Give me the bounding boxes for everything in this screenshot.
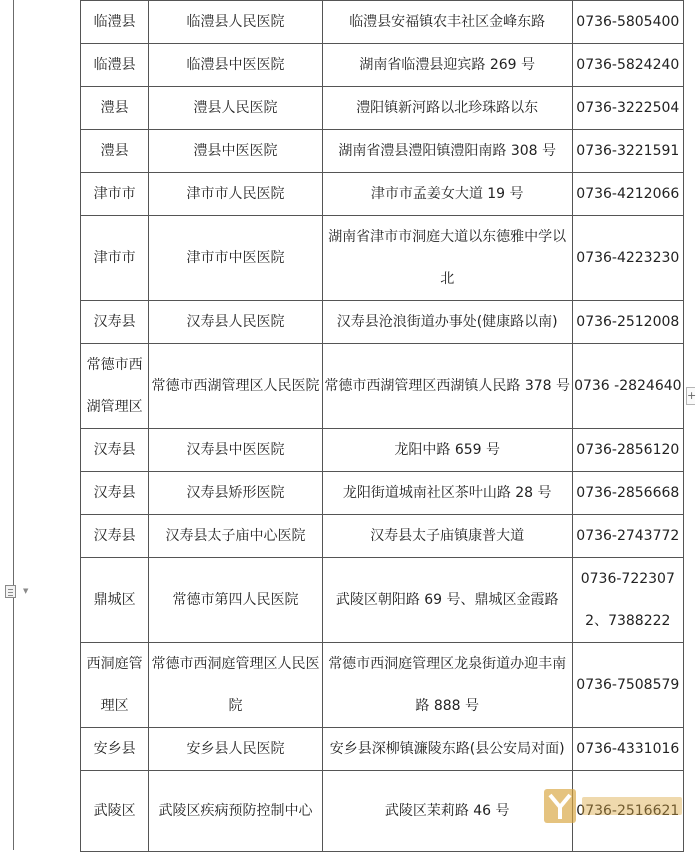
- table-row: [81, 771, 684, 852]
- county-cell: 澧县: [81, 87, 149, 130]
- county-cell: 常德市西湖管理区: [81, 344, 149, 429]
- phone-cell: 0736-4223230: [572, 216, 683, 301]
- table-row: [81, 344, 684, 429]
- address-cell: 龙阳街道城南社区茶叶山路 28 号: [322, 472, 572, 515]
- county-cell: 鼎城区: [81, 558, 149, 643]
- address-cell: 常德市西湖管理区西湖镇人民路 378 号: [322, 344, 572, 429]
- county-cell: 津市市: [81, 173, 149, 216]
- hospital-table-body: [81, 1, 684, 852]
- table-row: [81, 515, 684, 558]
- county-cell: 汉寿县: [81, 429, 149, 472]
- table-row: [81, 1, 684, 44]
- county-cell: 汉寿县: [81, 515, 149, 558]
- address-cell: 汉寿县沧浪街道办事处(健康路以南): [322, 301, 572, 344]
- table-row: [81, 87, 684, 130]
- address-cell: 安乡县深柳镇濂陵东路(县公安局对面): [322, 728, 572, 771]
- hospital-name-cell: 常德市第四人民医院: [149, 558, 323, 643]
- address-cell: 常德市西洞庭管理区龙泉街道办迎丰南路 888 号: [322, 643, 572, 728]
- phone-cell: 0736-3221591: [572, 130, 683, 173]
- hospital-name-cell: 津市市中医医院: [149, 216, 323, 301]
- table-row: [81, 44, 684, 87]
- hospital-name-cell: 临澧县人民医院: [149, 1, 323, 44]
- phone-cell: 0736-2516621: [572, 771, 683, 852]
- county-cell: 武陵区: [81, 771, 149, 852]
- phone-cell: 0736-2512008: [572, 301, 683, 344]
- county-cell: 澧县: [81, 130, 149, 173]
- county-cell: 津市市: [81, 216, 149, 301]
- table-row: [81, 643, 684, 728]
- address-cell: 湖南省澧县澧阳镇澧阳南路 308 号: [322, 130, 572, 173]
- address-cell: 澧阳镇新河路以北珍珠路以东: [322, 87, 572, 130]
- table-row: [81, 429, 684, 472]
- county-cell: 临澧县: [81, 44, 149, 87]
- address-cell: 湖南省津市市洞庭大道以东德雅中学以北: [322, 216, 572, 301]
- phone-cell: 0736-2743772: [572, 515, 683, 558]
- hospital-name-cell: 临澧县中医医院: [149, 44, 323, 87]
- hospital-name-cell: 常德市西湖管理区人民医院: [149, 344, 323, 429]
- phone-cell: 0736-7508579: [572, 643, 683, 728]
- county-cell: 汉寿县: [81, 301, 149, 344]
- page-margin-rule: [13, 0, 14, 850]
- county-cell: 汉寿县: [81, 472, 149, 515]
- address-cell: 武陵区茉莉路 46 号: [322, 771, 572, 852]
- table-row: [81, 301, 684, 344]
- hospital-name-cell: 常德市西洞庭管理区人民医院: [149, 643, 323, 728]
- hospital-table: [80, 0, 684, 852]
- hospital-name-cell: 澧县人民医院: [149, 87, 323, 130]
- add-icon[interactable]: +: [686, 387, 695, 405]
- address-cell: 津市市孟姜女大道 19 号: [322, 173, 572, 216]
- address-cell: 龙阳中路 659 号: [322, 429, 572, 472]
- table-row: [81, 558, 684, 643]
- phone-cell: 0736 -2824640: [572, 344, 683, 429]
- phone-cell: 0736-4331016: [572, 728, 683, 771]
- phone-cell: 0736-5824240: [572, 44, 683, 87]
- address-cell: 湖南省临澧县迎宾路 269 号: [322, 44, 572, 87]
- address-cell: 武陵区朝阳路 69 号、鼎城区金霞路: [322, 558, 572, 643]
- table-row: [81, 728, 684, 771]
- address-cell: 临澧县安福镇农丰社区金峰东路: [322, 1, 572, 44]
- phone-cell: 0736-2856120: [572, 429, 683, 472]
- phone-cell: 0736-4212066: [572, 173, 683, 216]
- phone-cell: 0736-2856668: [572, 472, 683, 515]
- hospital-name-cell: 汉寿县矫形医院: [149, 472, 323, 515]
- table-row: [81, 216, 684, 301]
- county-cell: 安乡县: [81, 728, 149, 771]
- hospital-name-cell: 安乡县人民医院: [149, 728, 323, 771]
- hospital-name-cell: 武陵区疾病预防控制中心: [149, 771, 323, 852]
- phone-cell: 0736-3222504: [572, 87, 683, 130]
- county-cell: 临澧县: [81, 1, 149, 44]
- phone-cell: 0736-5805400: [572, 1, 683, 44]
- table-row: [81, 173, 684, 216]
- hospital-name-cell: 澧县中医医院: [149, 130, 323, 173]
- hospital-name-cell: 汉寿县太子庙中心医院: [149, 515, 323, 558]
- hospital-name-cell: 津市市人民医院: [149, 173, 323, 216]
- dropdown-caret-icon[interactable]: ▼: [23, 587, 29, 595]
- hospital-name-cell: 汉寿县人民医院: [149, 301, 323, 344]
- table-row: [81, 130, 684, 173]
- county-cell: 西洞庭管理区: [81, 643, 149, 728]
- hospital-name-cell: 汉寿县中医医院: [149, 429, 323, 472]
- address-cell: 汉寿县太子庙镇康普大道: [322, 515, 572, 558]
- phone-cell: 0736-7223072、7388222: [572, 558, 683, 643]
- document-icon[interactable]: [5, 585, 16, 598]
- table-row: [81, 472, 684, 515]
